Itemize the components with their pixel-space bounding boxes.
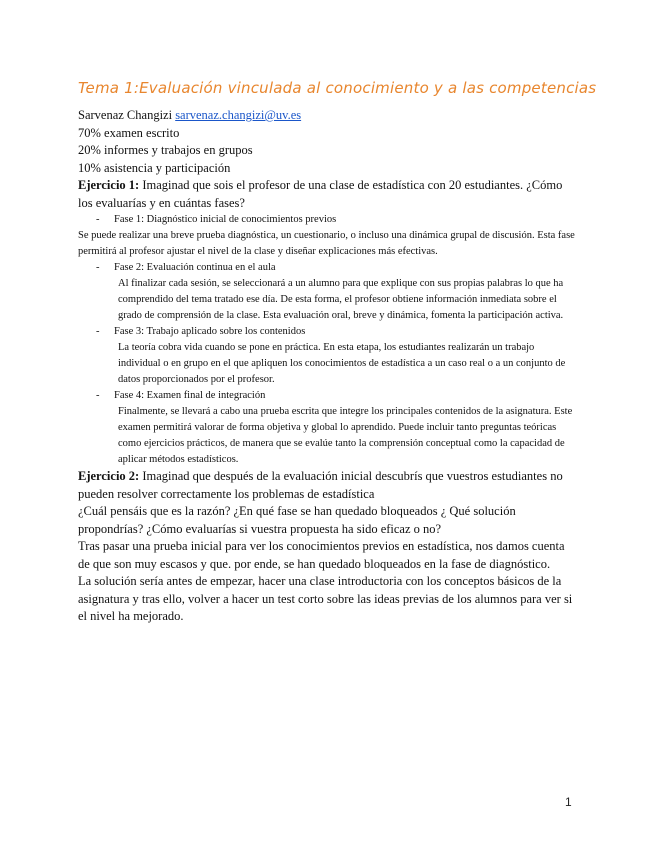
- exercise-1-label: Ejercicio 1:: [78, 178, 140, 192]
- exercise-1-text: Imaginad que sois el profesor de una clase de estadística con 20 estudiantes. ¿Cómo los evaluarías y en cuántas fases?: [78, 178, 563, 210]
- author-email-link[interactable]: sarvenaz.changizi@uv.es: [175, 108, 302, 122]
- document-title: Tema 1:Evaluación vinculada al conocimiento y a las competencias: [78, 79, 597, 97]
- phase-4-title: - Fase 4: Examen final de integración: [78, 388, 578, 404]
- bullet-dash: -: [96, 390, 100, 401]
- phase-1-title: - Fase 1: Diagnóstico inicial de conocimientos previos: [78, 212, 578, 228]
- author-name: Sarvenaz Changizi: [78, 108, 173, 122]
- grading-item: 10% asistencia y participación: [78, 160, 231, 175]
- grading-item: 70% examen escrito: [78, 125, 180, 140]
- exercise-2-question: ¿Cuál pensáis que es la razón? ¿En qué fase se han quedado bloqueados ¿ Qué solución propondrías? ¿Cómo evaluarías si vuestra propuesta ha sido eficaz o no?: [78, 504, 516, 536]
- exercise-2-answer-2: La solución sería antes de empezar, hacer una clase introductoria con los conceptos básicos de la asignatura y tras ello, volver a hacer un test corto sobre las ideas previas de los alumnos para ver si el nivel ha mejorado.: [78, 574, 573, 623]
- phase-2-title: - Fase 2: Evaluación continua en el aula: [78, 260, 578, 276]
- exercise-2-answer-1: Tras pasar una prueba inicial para ver los conocimientos previos en estadística, nos damos cuenta de que son muy escasos y que. por ende, se han quedado bloqueados en la fase de diagnóstico.: [78, 539, 565, 571]
- exercise-2-text: Imaginad que después de la evaluación inicial descubrís que vuestros estudiantes no pueden resolver correctamente los problemas de estadística: [78, 469, 563, 501]
- document-body: [78, 107, 578, 626]
- phase-3-title: - Fase 3: Trabajo aplicado sobre los contenidos: [78, 324, 578, 340]
- page-number: 1: [565, 795, 572, 809]
- phase-2-text: Al finalizar cada sesión, se seleccionará a un alumno para que explique con sus propias palabras lo que ha comprendido del tema tratado ese día. De esta forma, el profesor obtiene información inmediata sobre el grado de comprensión de la clase. Esta evaluación oral, breve y dinámica, fomenta la participación activa.: [118, 278, 564, 321]
- exercise-2-prompt: [78, 468, 578, 503]
- bullet-dash: -: [96, 326, 100, 337]
- exercise-2-label: Ejercicio 2:: [78, 469, 140, 483]
- bullet-dash: -: [96, 214, 100, 225]
- bullet-dash: -: [96, 262, 100, 273]
- exercise-1-prompt: [78, 177, 578, 212]
- phase-3-text: La teoría cobra vida cuando se pone en práctica. En esta etapa, los estudiantes realizarán un trabajo individual o en grupo en el que apliquen los conocimientos de estadística a un caso real o a un conjunto de datos proporcionados por el profesor.: [118, 342, 566, 385]
- phase-1-text: Se puede realizar una breve prueba diagnóstica, un cuestionario, o incluso una dinámica grupal de discusión. Esta fase permitirá al profesor ajustar el nivel de la clase y diseñar explicaciones más efectivas.: [78, 230, 575, 257]
- author-line: [78, 107, 578, 125]
- grading-item: 20% informes y trabajos en grupos: [78, 143, 253, 157]
- phase-4-text: Finalmente, se llevará a cabo una prueba escrita que integre los principales contenidos de la asignatura. Este examen permitirá valorar de forma objetiva y global lo aprendido. Puede incluir tanto preguntas teóricas como ejercicios prácticos, de manera que se evalúe tanto la comprensión conceptual como la capacidad de aplicar métodos estadísticos.: [118, 406, 573, 465]
